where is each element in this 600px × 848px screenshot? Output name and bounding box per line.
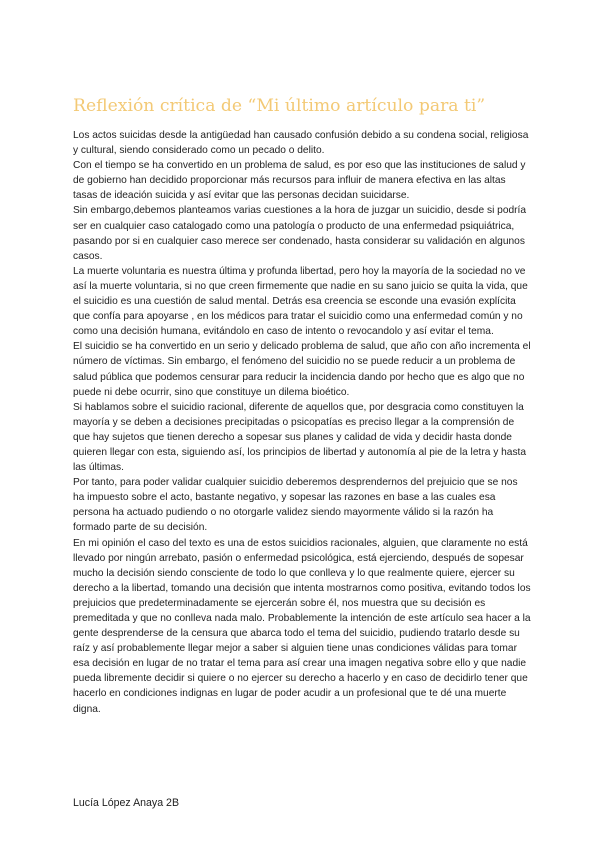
paragraph: La muerte voluntaria es nuestra última y profunda libertad, pero hoy la mayoría de la sociedad no ve así la muerte voluntaria, si no que creen firmemente que nadie en su sano juicio se quita la vida, que el suicidio es una cuestión de salud mental. Detrás esa creencia se esconde una evasión explícita que confía para apoyarse , en los médicos para tratar el suicidio como una enfermedad común y no como una decisión humana, evitándolo en caso de intento o revocandolo y así evitar el tema. <box>73 265 528 338</box>
document-title: Reflexión crítica de “Mi último artículo para ti” <box>73 96 486 116</box>
paragraph: Si hablamos sobre el suicidio racional, diferente de aquellos que, por desgracia como constituyen la mayoría y se deben a decisiones precipitadas o psicopatías es preciso llegar a la comprensión de que hay sujetos que tienen derecho a sopesar sus planes y calidad de vida y decidir hasta donde quieren llegar con esta, siguiendo así, los principios de libertad y autonomía al pie de la letra y hasta las últimas. <box>73 401 527 474</box>
paragraph: Con el tiempo se ha convertido en un problema de salud, es por eso que las instituciones de salud y de gobierno han decidido proporcionar más recursos para influir de manera efectiva en las altas tasas de ideación suicida y así evitar que las personas decidan suicidarse. <box>73 160 526 202</box>
paragraph: En mi opinión el caso del texto es una de estos suicidios racionales, alguien, que claramente no está llevado por ningún arrebato, pasión o enfermedad psicológica, está ejerciendo, después de sopesar mucho la decisión siendo consciente de todo lo que conlleva y lo que realmente quiere, ejercer su derecho a la libertad, tomando una decisión que intenta mostrarnos como positiva, evitando todos los prejuicios que predeterminadamente se ejercerán sobre él, nos muestra que su decisión es premeditada y que no conlleva nada malo. Probablemente la intención de este artículo sea hacer a la gente desprenderse de la censura que abarca todo el tema del suicidio, pudiendo tratarlo desde su raíz y así probablemente llegar mejor a saber si alguien tiene unas condiciones válidas para tomar esa decisión en lugar de no tratar el tema para así crear una imagen negativa sobre ello y que nadie pueda libremente decidir si quiere o no ejercer su derecho a hacerlo y en caso de decidirlo tener que hacerlo en condiciones indignas en lugar de poder acudir a un profesional que te dé una muerte digna. <box>73 537 531 715</box>
author-name: Lucía López Anaya 2B <box>73 797 180 809</box>
paragraph: Sin embargo,debemos planteamos varias cuestiones a la hora de juzgar un suicidio, desde si podría ser en cualquier caso catalogado como una patología o producto de una enfermedad psiquiátrica, pasando por si en cualquier caso merece ser condenado, hasta considerar su validación en algunos casos. <box>73 205 527 262</box>
paragraph: El suicidio se ha convertido en un serio y delicado problema de salud, que año con año incrementa el número de víctimas. Sin embargo, el fenómeno del suicidio no se puede reducir a un problema de salud pública que podemos censurar para reducir la incidencia dando por hecho que es algo que no puede ni debe ocurrir, sino que constituye un dilema bioético. <box>73 341 531 398</box>
paragraph: Por tanto, para poder validar cualquier suicidio deberemos desprendernos del prejuicio que se nos ha impuesto sobre el acto, bastante negativo, y sopesar las razones en base a las cuales esa persona ha actuado pudiendo o no otorgarle validez siendo mayormente válido si la razón ha formado parte de su decisión. <box>73 477 518 534</box>
document-body <box>73 128 531 717</box>
paragraph: Los actos suicidas desde la antigüedad han causado confusión debido a su condena social, religiosa y cultural, siendo considerado como un pecado o delito. <box>73 130 529 157</box>
